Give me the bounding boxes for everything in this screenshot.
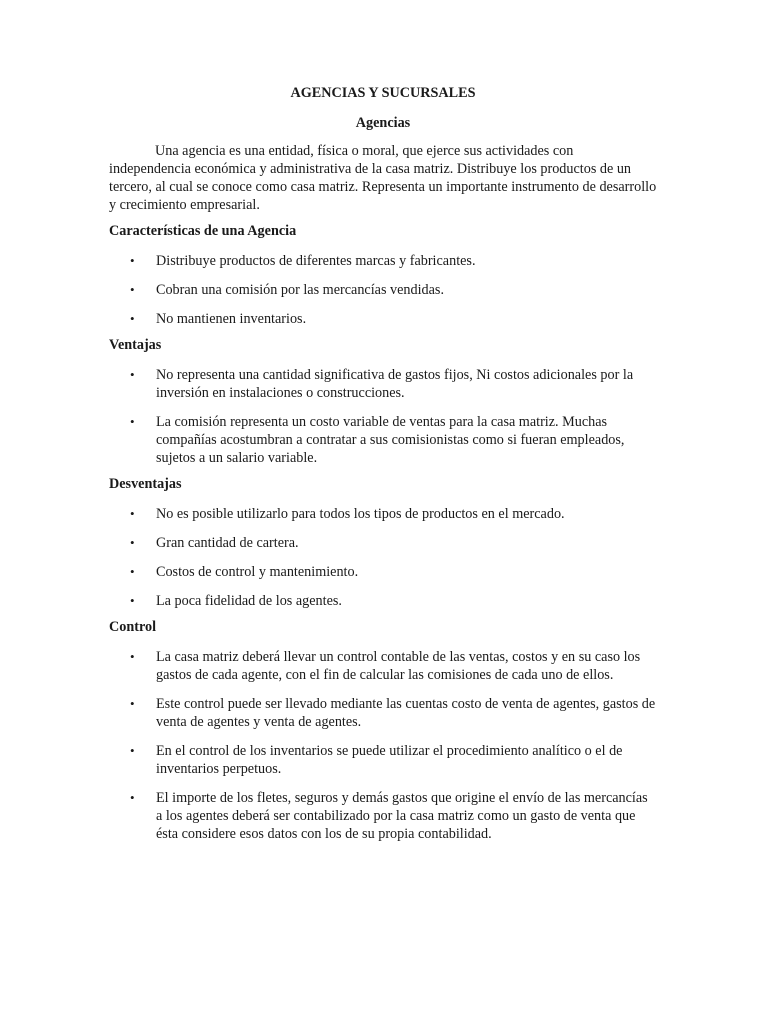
list-item — [109, 742, 657, 778]
list-item — [109, 563, 657, 581]
intro-paragraph: Una agencia es una entidad, física o moral, que ejerce sus actividades con independencia económica y administrativa de la casa matriz. Distribuye los productos de un tercero, al cual se conoce como casa matriz. Representa un importante instrumento de desarrollo y crecimiento empresarial. — [109, 143, 657, 213]
document-subtitle: Agencias — [355, 115, 411, 131]
bullet-icon: • — [130, 506, 135, 521]
bullet-list-caracteristicas — [109, 252, 657, 328]
list-item-text: La comisión representa un costo variable de ventas para la casa matriz. Muchas compañías acostumbran a contratar a sus comisionistas como si fueran empleados, sujetos a un salario variable. — [156, 414, 625, 466]
bullet-list-control — [109, 648, 657, 843]
document-body — [109, 84, 657, 843]
bullet-icon: • — [130, 535, 135, 550]
bullet-icon: • — [130, 743, 135, 758]
list-item-text: La poca fidelidad de los agentes. — [156, 593, 342, 609]
bullet-icon: • — [130, 414, 135, 429]
bullet-icon: • — [130, 593, 135, 608]
list-item-text: No representa una cantidad significativa de gastos fijos, Ni costos adicionales por la inversión en instalaciones o construcciones. — [156, 367, 634, 401]
list-item-text: Costos de control y mantenimiento. — [156, 564, 359, 580]
list-item — [109, 281, 657, 299]
document-title: AGENCIAS Y SUCURSALES — [290, 85, 476, 101]
list-item-text: Distribuye productos de diferentes marcas y fabricantes. — [156, 253, 476, 269]
list-item-text: La casa matriz deberá llevar un control contable de las ventas, costos y en su caso los gastos de cada agente, con el fin de calcular las comisiones de cada uno de ellos. — [156, 649, 641, 683]
list-item-text: En el control de los inventarios se puede utilizar el procedimiento analítico o el de inventarios perpetuos. — [156, 743, 623, 777]
list-item — [109, 534, 657, 552]
bullet-icon: • — [130, 649, 135, 664]
list-item — [109, 648, 657, 684]
list-item — [109, 366, 657, 402]
list-item — [109, 413, 657, 467]
list-item-text: El importe de los fletes, seguros y demás gastos que origine el envío de las mercancías a los agentes deberá ser contabilizado por la casa matriz como un gasto de venta que ésta considere esos datos con los de su propia contabilidad. — [156, 790, 648, 842]
bullet-icon: • — [130, 564, 135, 579]
bullet-icon: • — [130, 311, 135, 326]
list-item — [109, 252, 657, 270]
bullet-icon: • — [130, 790, 135, 805]
section-heading-ventajas: Ventajas — [109, 337, 162, 353]
bullet-list-ventajas — [109, 366, 657, 467]
section-heading-control: Control — [109, 619, 157, 635]
bullet-icon: • — [130, 253, 135, 268]
bullet-list-desventajas — [109, 505, 657, 610]
bullet-icon: • — [130, 367, 135, 382]
list-item-text: Gran cantidad de cartera. — [156, 535, 299, 551]
list-item — [109, 592, 657, 610]
list-item — [109, 505, 657, 523]
bullet-icon: • — [130, 696, 135, 711]
bullet-icon: • — [130, 282, 135, 297]
section-heading-desventajas: Desventajas — [109, 476, 182, 492]
list-item-text: No mantienen inventarios. — [156, 311, 307, 327]
list-item-text: No es posible utilizarlo para todos los tipos de productos en el mercado. — [156, 506, 565, 522]
list-item — [109, 789, 657, 843]
list-item-text: Cobran una comisión por las mercancías vendidas. — [156, 282, 445, 298]
list-item — [109, 695, 657, 731]
section-heading-caracteristicas: Características de una Agencia — [109, 223, 297, 239]
list-item-text: Este control puede ser llevado mediante las cuentas costo de venta de agentes, gastos de venta de agentes y venta de agentes. — [156, 696, 656, 730]
list-item — [109, 310, 657, 328]
